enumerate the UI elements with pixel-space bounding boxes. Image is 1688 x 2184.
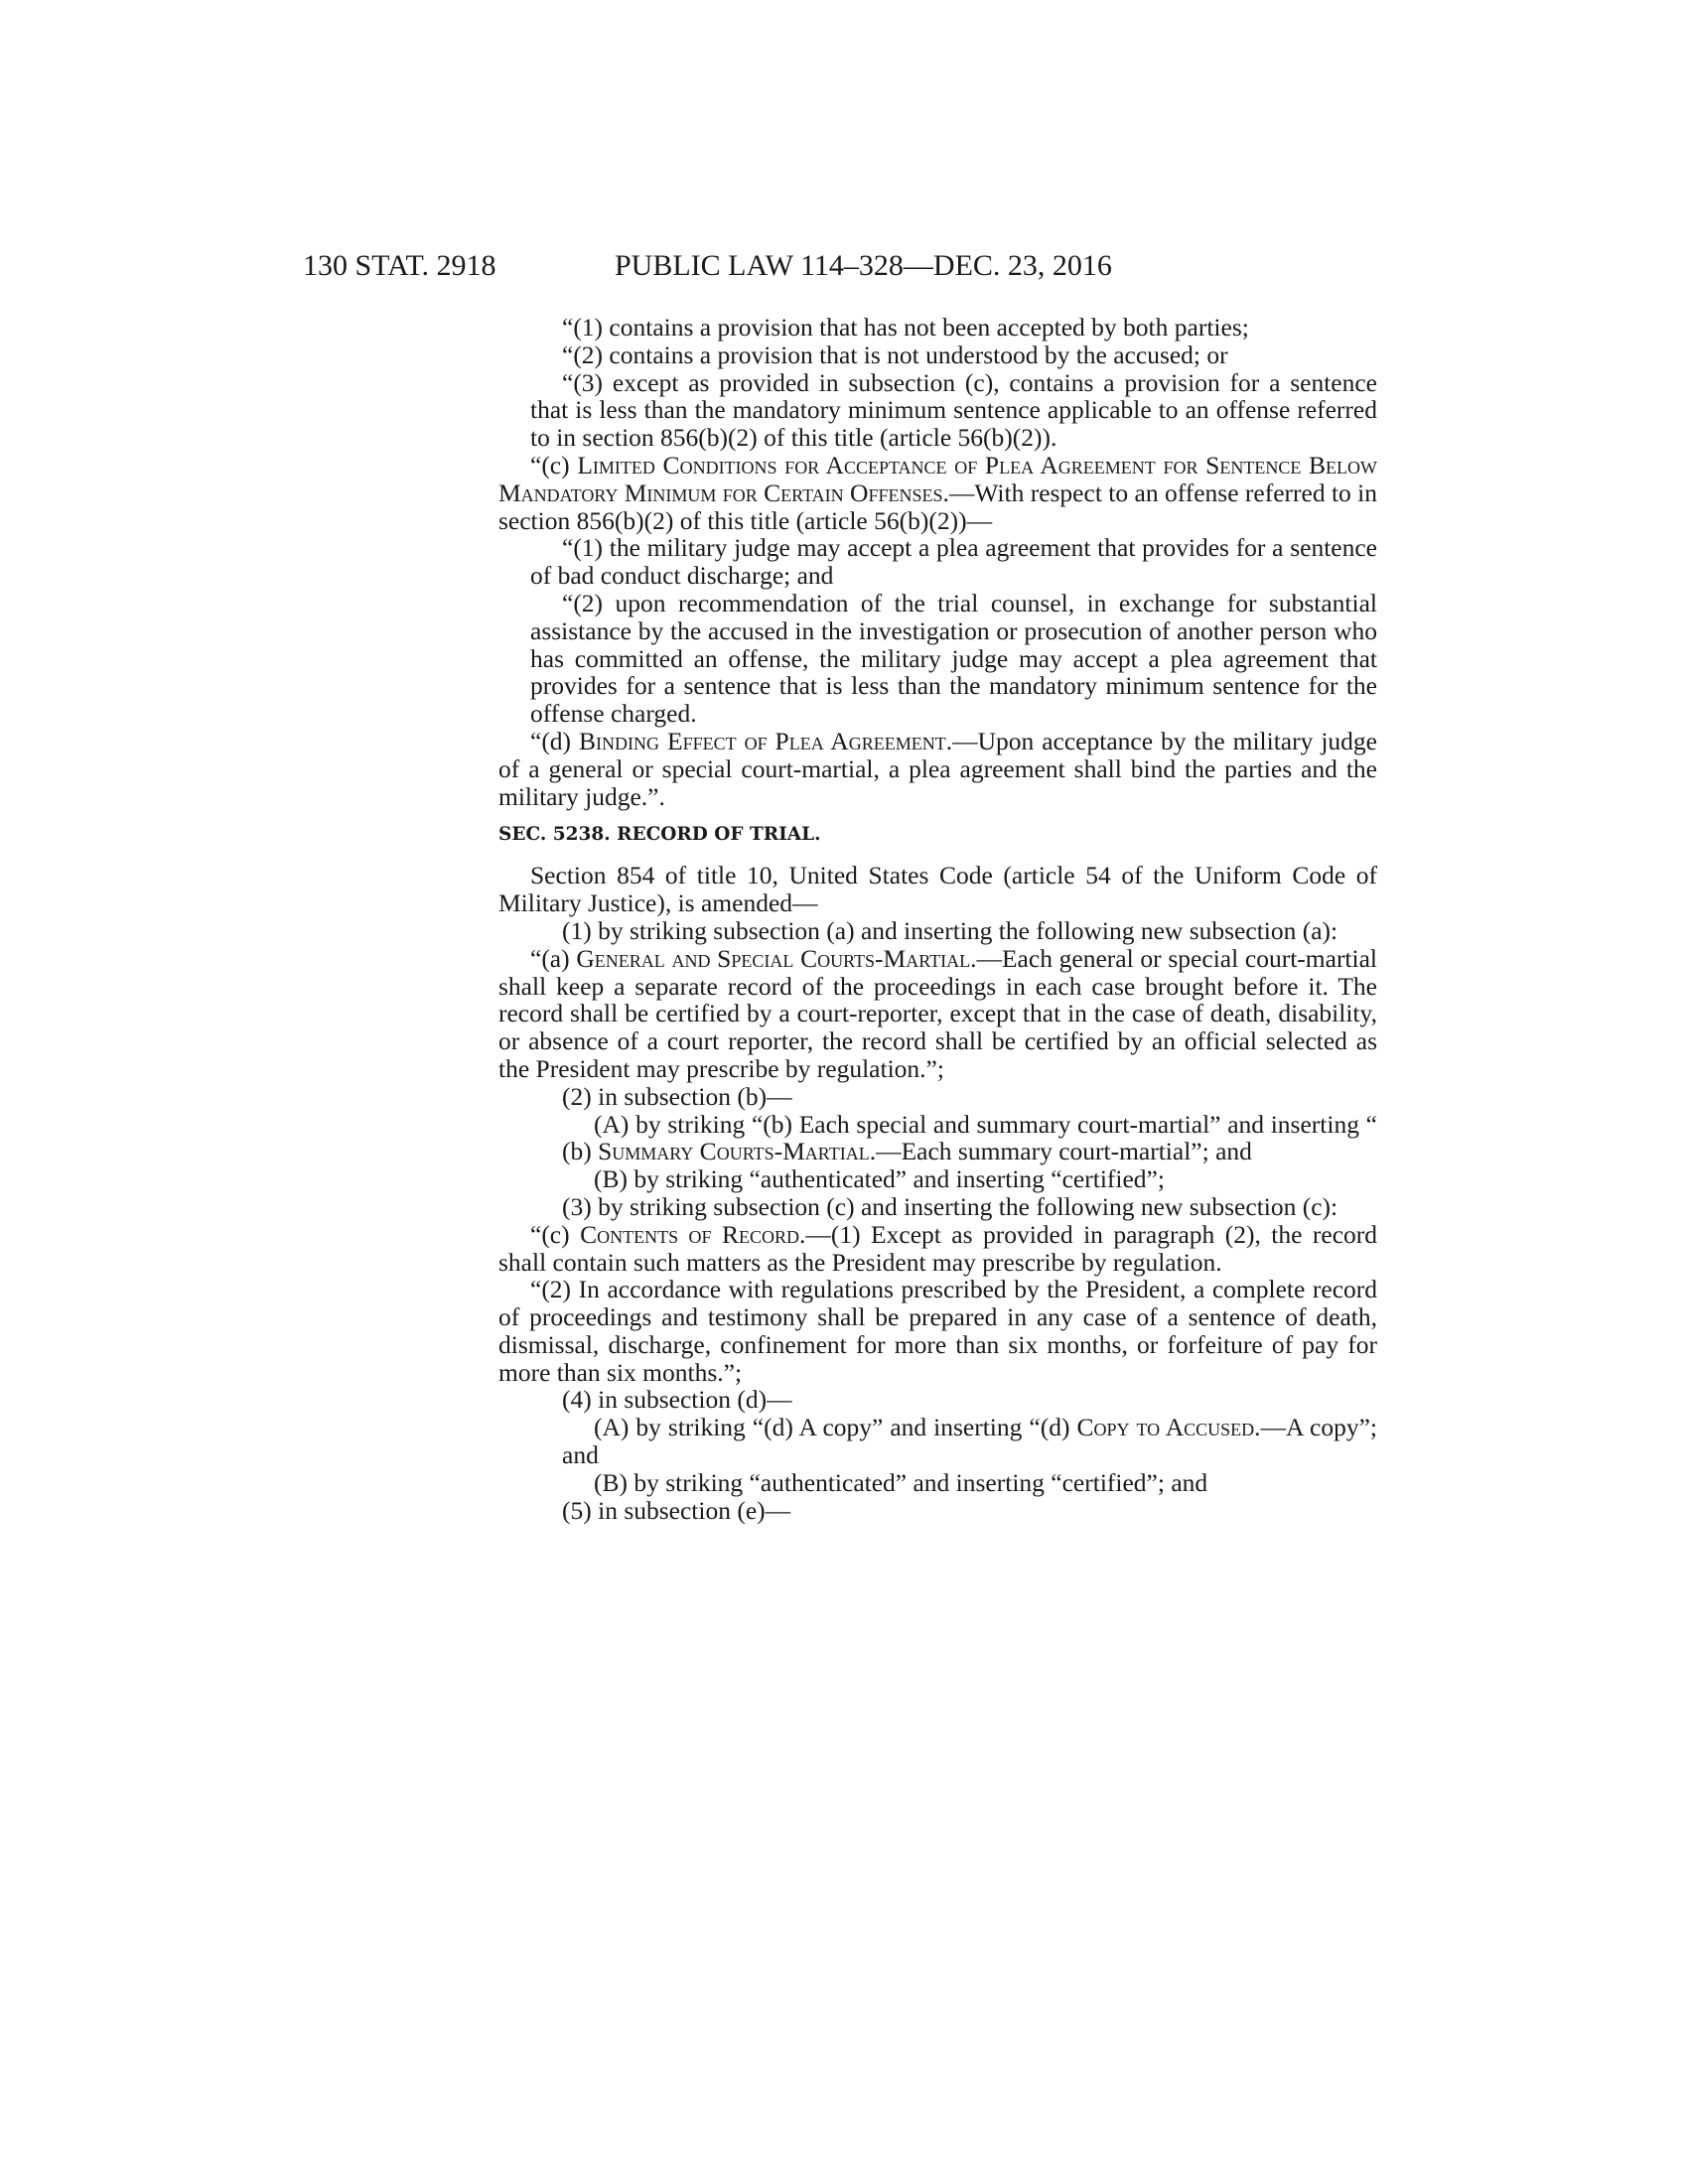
paragraph: (4) in subsection (d)—: [562, 1385, 792, 1415]
subsection-heading: Binding Effect of Plea Agreement.: [579, 726, 953, 755]
paragraph: (A) by striking “(d) A copy” and inserting “(d) Copy to Accused.—A copy”; and: [562, 1413, 1377, 1470]
paragraph: (5) in subsection (e)—: [562, 1495, 791, 1525]
paragraph: “(a) General and Special Courts-Martial.—Each general or special court-martial shall keep a separate record of the proceedings in each case brought before it. The record shall be certified by a court-reporter, except that in the case of death, disability, or absence of a court reporter, the record shall be certified by an official selected as the President may prescribe by regulation.”;: [498, 943, 1378, 1083]
paragraph: (3) by striking subsection (c) and inserting the following new subsection (c):: [562, 1191, 1338, 1221]
paragraph: (B) by striking “authenticated” and inserting “certified”;: [594, 1164, 1165, 1194]
paragraph: (B) by striking “authenticated” and inserting “certified”; and: [594, 1467, 1208, 1497]
document-body: [498, 314, 1377, 1524]
paragraph: “(3) except as provided in subsection (c), contains a provision for a sentence that is less than the mandatory minimum sentence applicable to an offense referred to in section 856(b)(2) of this title (article 56(b)(2)).: [530, 367, 1377, 453]
paragraph: “(c) Contents of Record.—(1) Except as provided in paragraph (2), the record shall contain such matters as the President may prescribe by regulation.: [498, 1219, 1378, 1277]
paragraph: “(d) Binding Effect of Plea Agreement.—Upon acceptance by the military judge of a general or special court-martial, a plea agreement shall bind the parties and the military judge.”.: [498, 726, 1377, 811]
statute-page-number: 130 STAT. 2918: [303, 249, 496, 282]
paragraph: “(2) upon recommendation of the trial counsel, in exchange for substantial assistance by the accused in the investigation or prosecution of another person who has committed an offense, the military judge may accept a plea agreement that provides for a sentence that is less than the mandatory minimum sentence for the offense charged.: [530, 588, 1377, 729]
subsection-heading: Limited Conditions for Acceptance of Plea Agreement for Sentence Below Mandatory Minimum for Certain Offenses.: [498, 450, 1377, 507]
paragraph: “(1) the military judge may accept a plea agreement that provides for a sentence of bad conduct discharge; and: [530, 533, 1377, 591]
section-heading: SEC. 5238. RECORD OF TRIAL.: [498, 824, 821, 846]
subsection-heading: Contents of Record.: [580, 1219, 806, 1249]
paragraph: “(2) In accordance with regulations prescribed by the President, a complete record of proceedings and testimony shall be prepared in any case of a sentence of death, dismissal, discharge, confinement for more than six months, or forfeiture of pay for more than six months.”;: [498, 1275, 1377, 1387]
subsection-heading: Summary Courts-Martial.: [598, 1137, 877, 1166]
paragraph: Section 854 of title 10, United States Code (article 54 of the Uniform Code of Military Justice), is amended—: [498, 861, 1377, 918]
public-law-citation: PUBLIC LAW 114–328—DEC. 23, 2016: [615, 249, 1112, 282]
page-header: [303, 246, 1385, 286]
paragraph: “(c) Limited Conditions for Acceptance of Plea Agreement for Sentence Below Mandatory Minimum for Certain Offenses.—With respect to an offense referred to in section 856(b)(2) of this title (article 56(b)(2))—: [498, 450, 1378, 535]
paragraph: (1) by striking subsection (a) and inserting the following new subsection (a):: [562, 915, 1338, 945]
subsection-heading: General and Special Courts-Martial.: [576, 943, 977, 973]
paragraph: (A) by striking “(b) Each special and summary court-martial” and inserting “ (b) Summary Courts-Martial.—Each summary court-martial”; and: [562, 1109, 1377, 1166]
paragraph: “(1) contains a provision that has not been accepted by both parties;: [562, 313, 1249, 341]
paragraph: (2) in subsection (b)—: [562, 1081, 792, 1111]
subsection-heading: Copy to Accused.: [1076, 1413, 1261, 1442]
paragraph: “(2) contains a provision that is not understood by the accused; or: [562, 340, 1228, 369]
